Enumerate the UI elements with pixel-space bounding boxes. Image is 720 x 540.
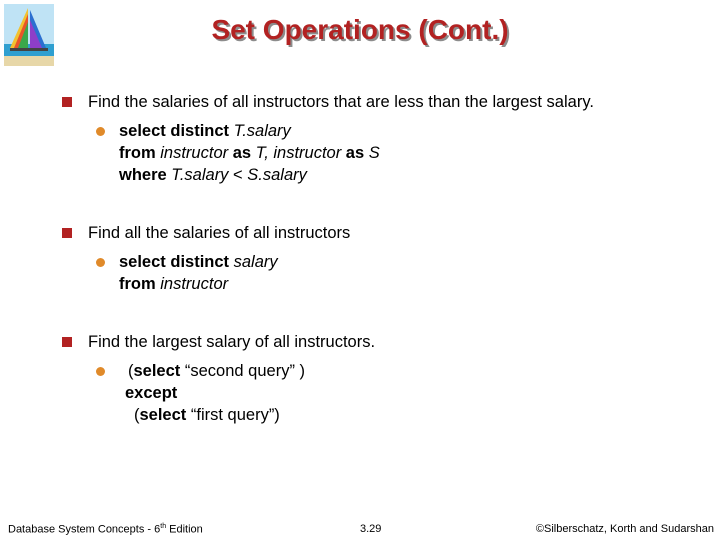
code-line: from instructor as T, instructor as S [119, 144, 380, 162]
page-title: Set Operations (Cont.) [211, 14, 509, 45]
footer-left: Database System Concepts - 6th Edition [8, 523, 203, 536]
code-line: (select “second query” ) [128, 362, 306, 380]
code-line: where T.salary < S.salary [119, 166, 307, 184]
code-line: (select “first query”) [134, 406, 280, 424]
code-line: select distinct salary [119, 253, 278, 271]
square-bullet-icon [62, 337, 72, 347]
code-line: from instructor [119, 275, 229, 293]
footer-page-number: 3.29 [360, 523, 382, 535]
code-line: except [125, 384, 178, 402]
circle-bullet-icon [96, 127, 105, 136]
circle-bullet-icon [96, 258, 105, 267]
square-bullet-icon [62, 97, 72, 107]
footer-copyright: ©Silberschatz, Korth and Sudarshan [535, 523, 714, 535]
circle-bullet-icon [96, 367, 105, 376]
code-line: select distinct T.salary [119, 122, 291, 140]
square-bullet-icon [62, 228, 72, 238]
